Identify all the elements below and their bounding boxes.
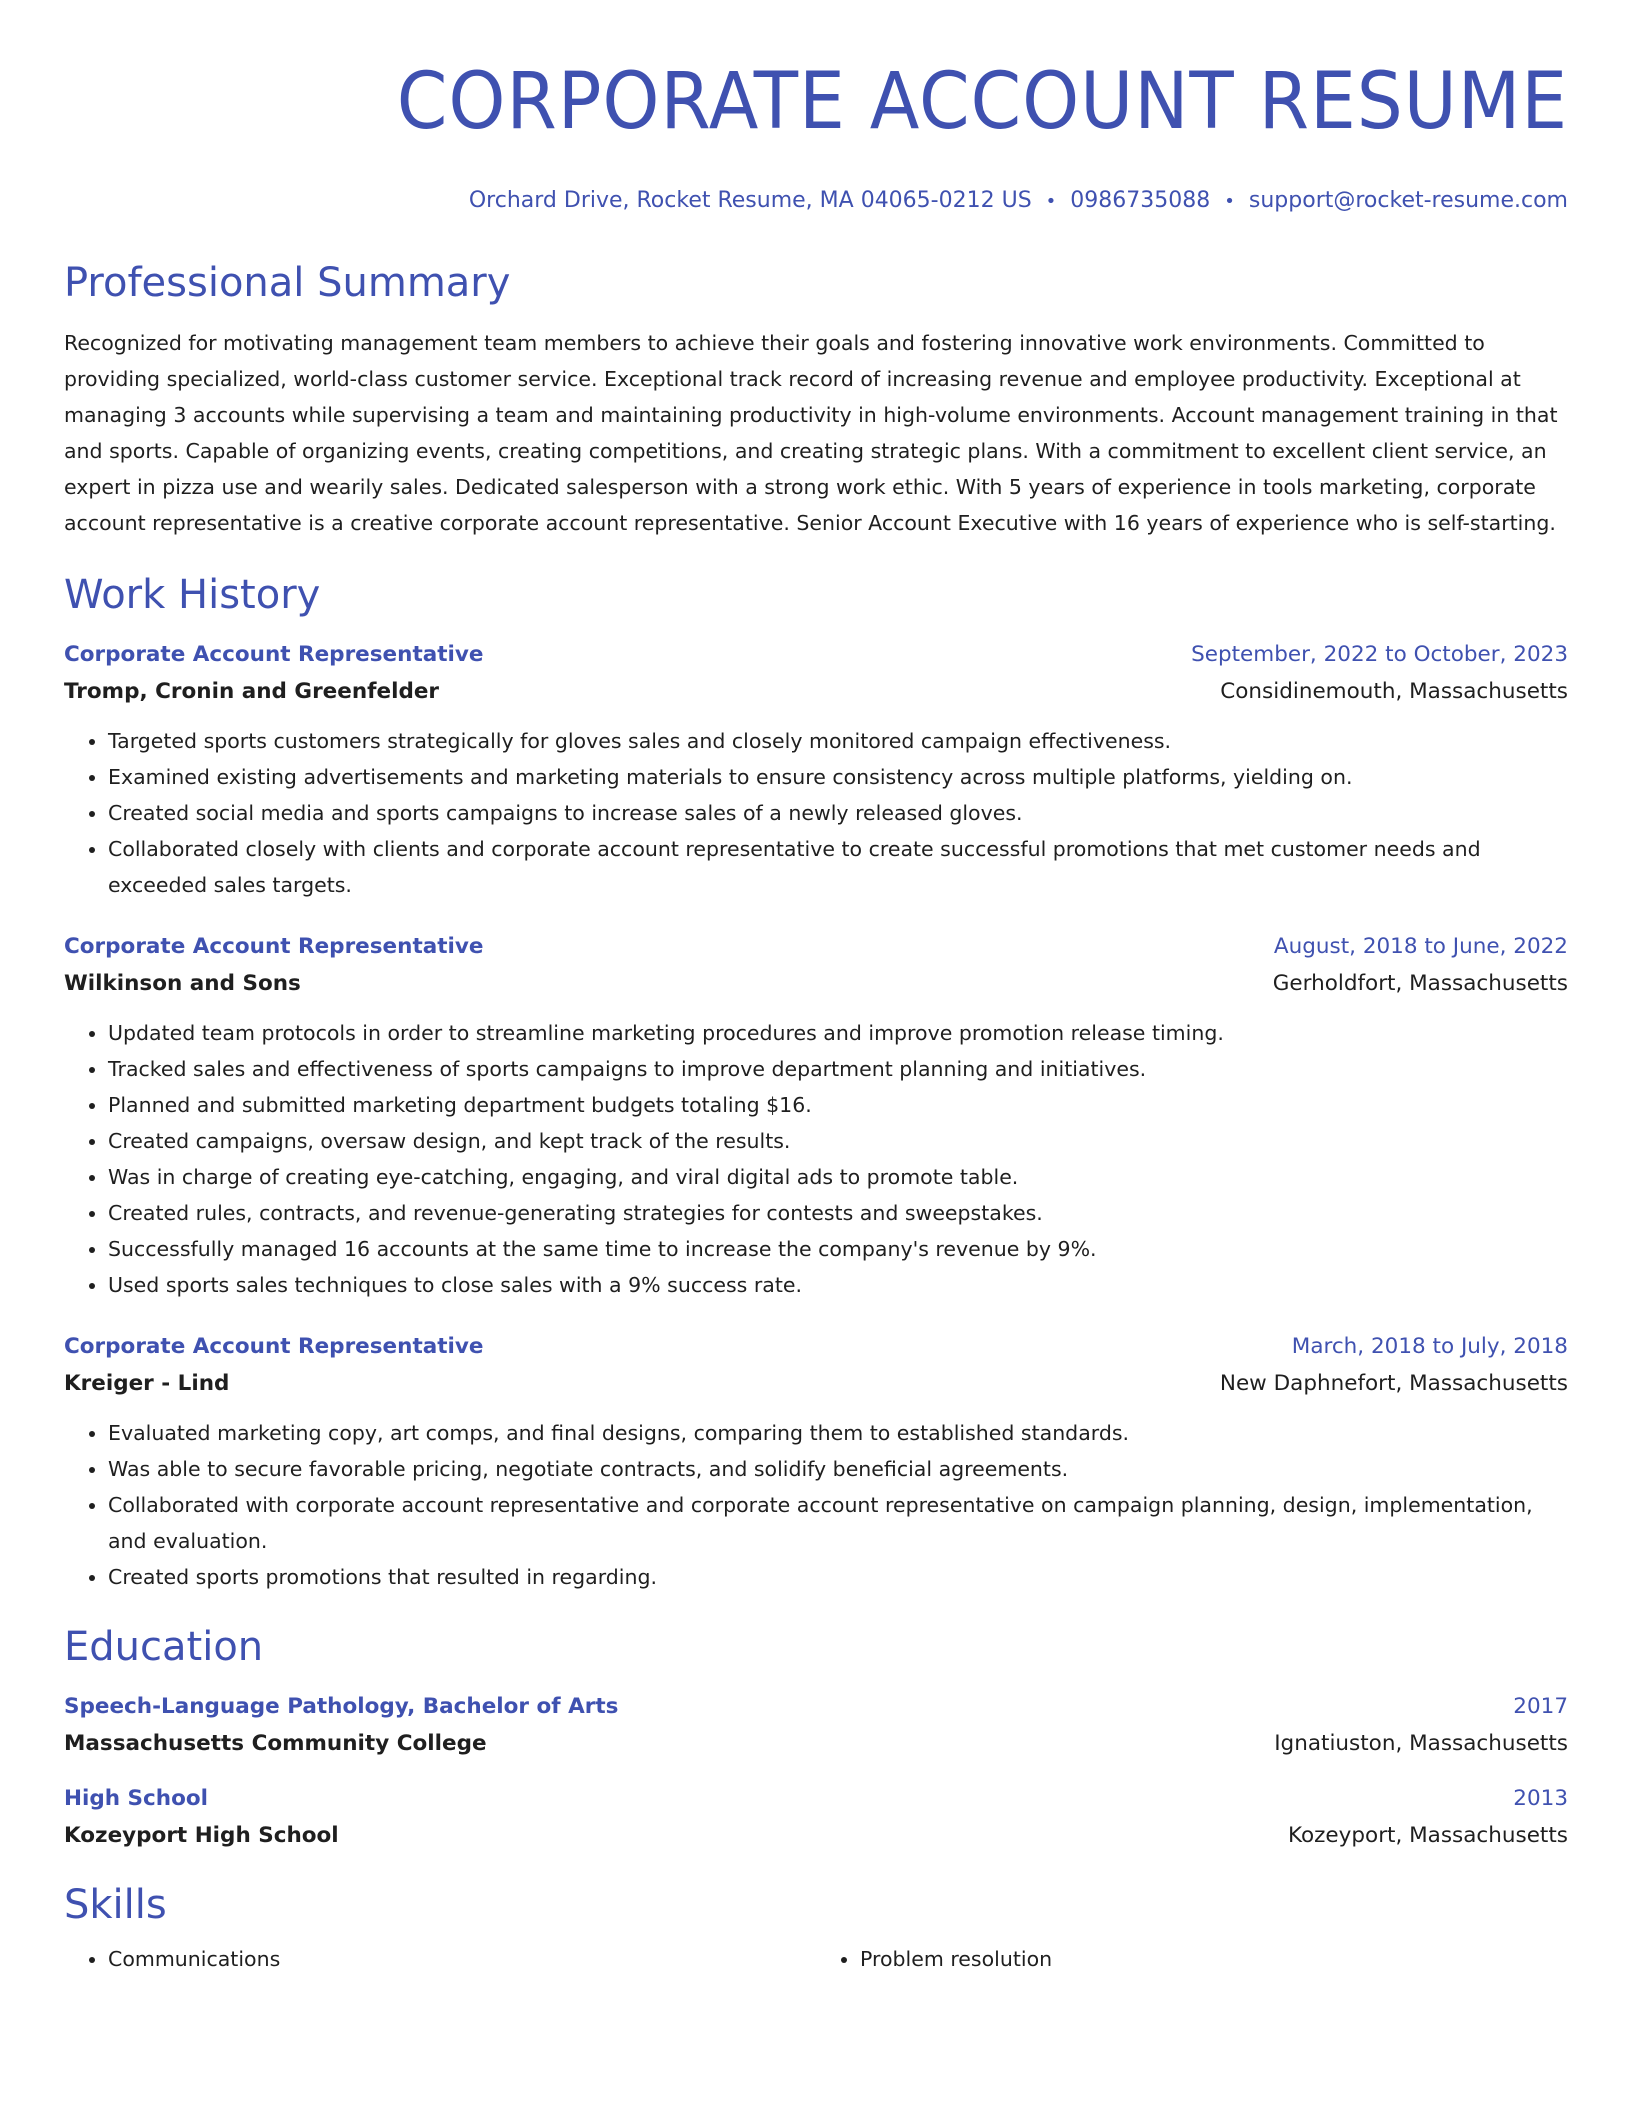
contact-address: Orchard Drive, Rocket Resume, MA 04065-0212 US (468, 188, 1032, 213)
job-bullet: • Used sports sales techniques to close sales with a 9% success rate. (108, 1267, 1568, 1303)
skills-column-right (816, 1941, 1568, 1977)
job-company: Wilkinson and Sons (64, 971, 301, 996)
skills-list (64, 1941, 1568, 1977)
job-bullet: • Created campaigns, oversaw design, and kept track of the results. (108, 1123, 1568, 1159)
education-location: Ignatiuston, Massachusetts (1274, 1731, 1568, 1756)
job-dates: September, 2022 to October, 2023 (1191, 642, 1568, 667)
education-school: Kozeyport High School (64, 1823, 339, 1848)
job-company: Kreiger - Lind (64, 1371, 230, 1396)
job-bullet: • Planned and submitted marketing department budgets totaling $16. (108, 1087, 1568, 1123)
education-school: Massachusetts Community College (64, 1731, 487, 1756)
skills-heading: Skills (64, 1882, 167, 1928)
contact-line (64, 186, 1568, 217)
job-bullet: • Successfully managed 16 accounts at the same time to increase the company's revenue by 9%. (108, 1231, 1568, 1267)
job-bullets (64, 1015, 1568, 1303)
job-bullet: • Created rules, contracts, and revenue-generating strategies for contests and sweepstakes. (108, 1195, 1568, 1231)
contact-separator: • (1045, 191, 1057, 212)
skill-item: • Communications (108, 1941, 816, 1977)
job-entry (64, 1329, 1568, 1595)
job-dates: August, 2018 to June, 2022 (1273, 934, 1568, 959)
job-bullet: • Tracked sales and effectiveness of sports campaigns to improve department planning and initiatives. (108, 1051, 1568, 1087)
job-dates: March, 2018 to July, 2018 (1291, 1334, 1568, 1359)
contact-phone: 0986735088 (1070, 188, 1211, 213)
education-degree: Speech-Language Pathology, Bachelor of Arts (64, 1694, 619, 1719)
job-bullets (64, 1415, 1568, 1595)
job-company: Tromp, Cronin and Greenfelder (64, 679, 440, 704)
job-entry (64, 637, 1568, 903)
job-entry (64, 929, 1568, 1303)
job-bullet: • Updated team protocols in order to streamline marketing procedures and improve promotion release timing. (108, 1015, 1568, 1051)
resume-title: CORPORATE ACCOUNT RESUME (396, 57, 1568, 147)
job-location: New Daphnefort, Massachusetts (1219, 1371, 1568, 1396)
job-bullet: • Was able to secure favorable pricing, negotiate contracts, and solidify beneficial agreements. (108, 1451, 1568, 1487)
job-bullet: • Was in charge of creating eye-catching, engaging, and viral digital ads to promote table. (108, 1159, 1568, 1195)
work-history-heading: Work History (64, 572, 321, 618)
job-role: Corporate Account Representative (64, 642, 484, 667)
education-year: 2017 (1513, 1694, 1568, 1719)
education-entry (64, 1689, 1568, 1763)
education-year: 2013 (1513, 1786, 1568, 1811)
job-location: Gerholdfort, Massachusetts (1272, 971, 1568, 996)
job-role: Corporate Account Representative (64, 934, 484, 959)
job-location: Considinemouth, Massachusetts (1220, 679, 1568, 704)
job-bullet: • Created social media and sports campaigns to increase sales of a newly released gloves. (108, 795, 1568, 831)
resume-header (64, 54, 1568, 217)
job-bullets (64, 723, 1568, 903)
education-entry (64, 1781, 1568, 1855)
education-degree: High School (64, 1786, 208, 1811)
job-bullet: • Evaluated marketing copy, art comps, and final designs, comparing them to established standards. (108, 1415, 1568, 1451)
education-heading: Education (64, 1624, 264, 1670)
skills-column-left (64, 1941, 816, 1977)
job-bullet: • Examined existing advertisements and marketing materials to ensure consistency across multiple platforms, yielding on. (108, 759, 1568, 795)
job-bullet: • Created sports promotions that resulted in regarding. (108, 1559, 1568, 1595)
job-role: Corporate Account Representative (64, 1334, 484, 1359)
job-bullet: • Collaborated with corporate account representative and corporate account representative on campaign planning, design, implementation, and evaluation. (108, 1487, 1568, 1559)
skill-item: • Problem resolution (860, 1941, 1568, 1977)
contact-email[interactable]: support@rocket-resume.com (1248, 188, 1568, 213)
job-bullet: • Targeted sports customers strategically for gloves sales and closely monitored campaign effectiveness. (108, 723, 1568, 759)
summary-text: Recognized for motivating management team members to achieve their goals and fostering innovative work environments. Committed to providing specialized, world-class customer service. Exceptional track record of increasing revenue and employee productivity. Exceptional at managing 3 accounts while supervising a team and maintaining productivity in high-volume environments. Account management training in that and sports. Capable of organizing events, creating competitions, and creating strategic plans. With a commitment to excellent client service, an expert in pizza use and wearily sales. Dedicated salesperson with a strong work ethic. With 5 years of experience in tools marketing, corporate account representative is a creative corporate account representative. Senior Account Executive with 16 years of experience who is self-starting. (64, 331, 1558, 535)
job-bullet: • Collaborated closely with clients and corporate account representative to create successful promotions that met customer needs and exceeded sales targets. (108, 831, 1568, 903)
education-location: Kozeyport, Massachusetts (1287, 1823, 1568, 1848)
contact-separator: • (1224, 191, 1235, 212)
summary-heading: Professional Summary (64, 260, 511, 306)
